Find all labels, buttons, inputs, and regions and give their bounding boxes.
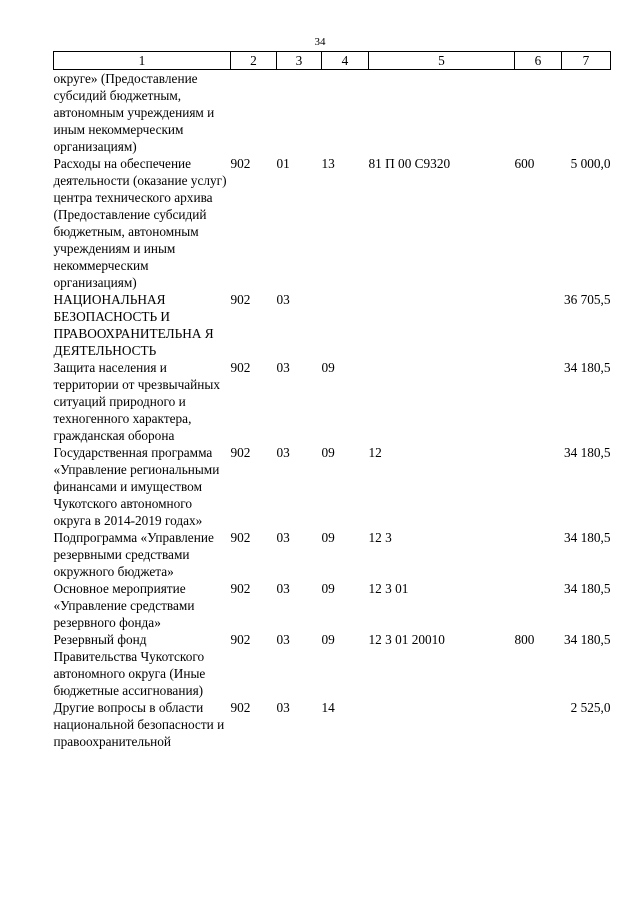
row-name-cell: Подпрограмма «Управление резервными средствами окружного бюджета» <box>53 530 214 579</box>
sum-cell: 5 000,0 <box>570 156 611 171</box>
row-name-cell: Основное мероприятие «Управление средствами резервного фонда» <box>53 581 195 630</box>
table-row <box>54 699 611 750</box>
expense-type-cell: 800 <box>514 632 535 647</box>
column-header: 5 <box>369 52 515 70</box>
sum-cell: 34 180,5 <box>563 530 611 545</box>
sum-cell: 36 705,5 <box>563 292 611 307</box>
sum-cell: 34 180,5 <box>563 445 611 460</box>
expense-type-cell: 600 <box>514 156 535 171</box>
section-cell: 03 <box>276 632 290 647</box>
table-row <box>54 444 611 529</box>
grbs-cell: 902 <box>230 530 251 545</box>
target-article-cell: 12 3 <box>368 530 392 545</box>
subsection-cell <box>322 291 369 359</box>
table-row <box>54 359 611 444</box>
sum-cell: 34 180,5 <box>563 632 611 647</box>
subsection-cell: 09 <box>321 360 335 375</box>
column-header: 2 <box>231 52 277 70</box>
section-cell: 03 <box>276 530 290 545</box>
table-row <box>54 529 611 580</box>
section-cell: 01 <box>276 156 290 171</box>
target-article-cell: 12 3 01 <box>368 581 409 596</box>
section-cell <box>277 70 322 156</box>
row-name-cell: Защита населения и территории от чрезвычайных ситуаций природного и техногенного характера, гражданская оборона <box>53 360 220 443</box>
column-number-header <box>54 52 611 70</box>
column-header: 4 <box>322 52 369 70</box>
target-article-cell: 12 3 01 20010 <box>368 632 445 647</box>
expense-type-cell <box>515 699 562 750</box>
column-header: 6 <box>515 52 562 70</box>
grbs-cell: 902 <box>230 581 251 596</box>
table-row <box>54 580 611 631</box>
subsection-cell: 09 <box>321 530 335 545</box>
expense-type-cell <box>515 70 562 156</box>
expense-type-cell <box>515 580 562 631</box>
table-row <box>54 291 611 359</box>
section-cell: 03 <box>276 700 290 715</box>
subsection-cell: 09 <box>321 632 335 647</box>
column-header: 7 <box>562 52 611 70</box>
subsection-cell <box>322 70 369 156</box>
subsection-cell: 09 <box>321 445 335 460</box>
subsection-cell: 13 <box>321 156 335 171</box>
sum-cell: 2 525,0 <box>570 700 611 715</box>
row-name-cell: Государственная программа «Управление региональными финансами и имуществом Чукотского автономного округа в 2014-2019 годах» <box>53 445 220 528</box>
subsection-cell: 14 <box>321 700 335 715</box>
section-cell: 03 <box>276 292 290 307</box>
subsection-cell: 09 <box>321 581 335 596</box>
expense-type-cell <box>515 291 562 359</box>
expense-type-cell <box>515 444 562 529</box>
target-article-cell: 81 П 00 С9320 <box>368 156 451 171</box>
grbs-cell: 902 <box>230 700 251 715</box>
column-header: 3 <box>277 52 322 70</box>
row-name-cell: Расходы на обеспечение деятельности (оказание услуг) центра технического архива (Предоставление субсидий бюджетным, автономным учреждениям и иным некоммерческим организациям) <box>53 156 227 290</box>
target-article-cell <box>369 291 515 359</box>
expense-type-cell <box>515 529 562 580</box>
section-cell: 03 <box>276 581 290 596</box>
expense-type-cell <box>515 359 562 444</box>
page-number: 34 <box>314 36 326 48</box>
row-name-cell: Резервный фонд Правительства Чукотского автономного округа (Иные бюджетные ассигнования) <box>53 632 206 698</box>
sum-cell: 34 180,5 <box>563 581 611 596</box>
sum-cell: 34 180,5 <box>563 360 611 375</box>
target-article-cell <box>369 359 515 444</box>
table-row <box>54 631 611 699</box>
row-name-cell: НАЦИОНАЛЬНАЯ БЕЗОПАСНОСТЬ И ПРАВООХРАНИТЕЛЬНА Я ДЕЯТЕЛЬНОСТЬ <box>53 292 214 358</box>
target-article-cell <box>369 70 515 156</box>
grbs-cell: 902 <box>230 360 251 375</box>
target-article-cell: 12 <box>368 445 382 460</box>
sum-cell <box>562 70 611 156</box>
target-article-cell <box>369 699 515 750</box>
row-name-cell: Другие вопросы в области национальной безопасности и правоохранительной <box>53 700 225 749</box>
grbs-cell: 902 <box>230 632 251 647</box>
column-header: 1 <box>54 52 231 70</box>
section-cell: 03 <box>276 360 290 375</box>
budget-table <box>53 51 611 750</box>
grbs-cell: 902 <box>230 445 251 460</box>
section-cell: 03 <box>276 445 290 460</box>
table-row <box>54 155 611 291</box>
grbs-cell: 902 <box>230 292 251 307</box>
table-row <box>54 70 611 156</box>
grbs-cell <box>231 70 277 156</box>
row-name-cell: округе» (Предоставление субсидий бюджетным, автономным учреждениям и иным некоммерческим организациям) <box>53 71 215 154</box>
grbs-cell: 902 <box>230 156 251 171</box>
